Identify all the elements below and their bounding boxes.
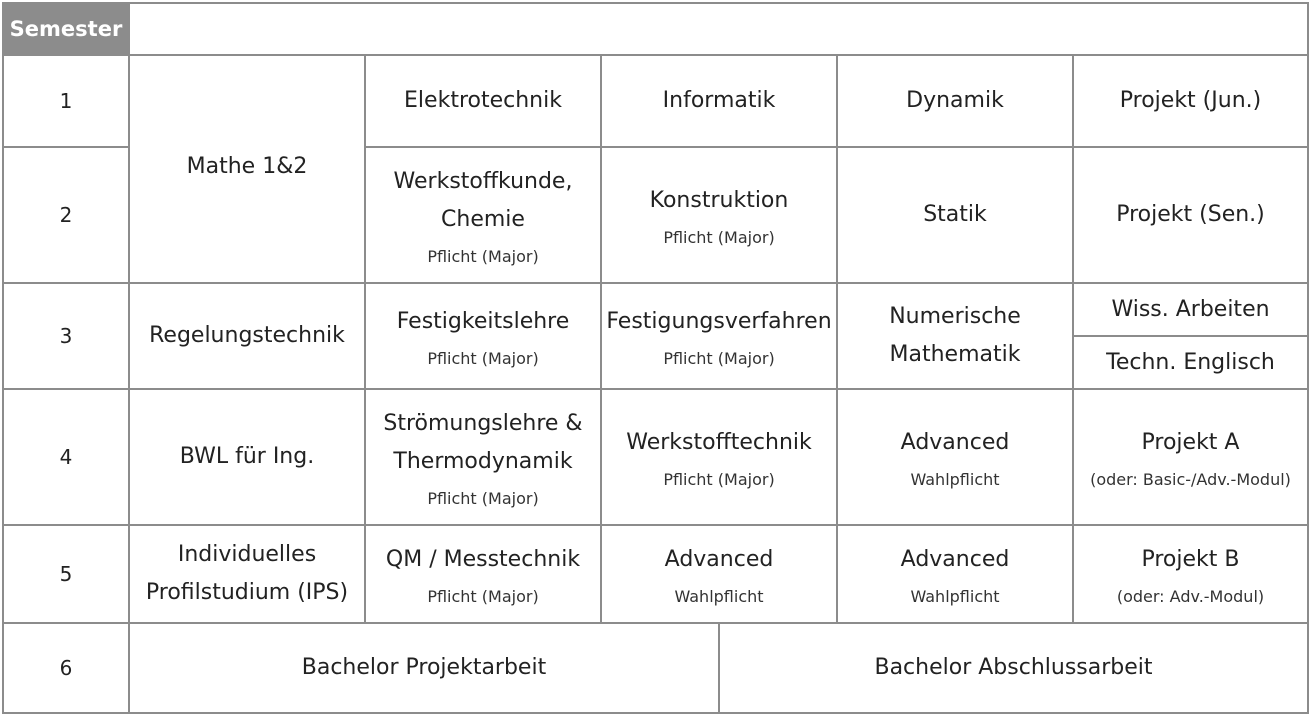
module-tag: Wahlpflicht [910,470,1000,489]
module-title: Techn. Englisch [1106,349,1275,375]
module-title: Dynamik [906,88,1004,113]
module-techn-englisch [1072,335,1309,390]
module-numerische-mathematik [836,282,1074,390]
module-note: (oder: Basic-/Adv.-Modul) [1090,470,1291,489]
semester-number: 2 [59,203,73,227]
module-projekt-b [1072,524,1309,624]
semester-header-label: Semester [9,17,123,41]
semester-2 [2,146,130,284]
module-note: (oder: Adv.-Modul) [1116,587,1265,606]
module-advanced-col5-sem4 [836,388,1074,526]
module-bwl [128,388,366,526]
module-title: Projekt A [1141,430,1240,455]
module-mathe [128,54,366,284]
semester-3 [2,282,130,390]
module-title-line2: Chemie [441,207,525,232]
module-title-line2: Mathematik [889,342,1021,367]
semester-4 [2,388,130,526]
module-tag: Wahlpflicht [674,587,764,606]
module-regelungstechnik [128,282,366,390]
module-title-line1: Werkstoffkunde, [393,169,573,194]
module-advanced-col4 [600,524,838,624]
module-stroemungslehre [364,388,602,526]
module-title: Projekt (Jun.) [1119,88,1262,113]
semester-number: 4 [59,445,73,469]
module-konstruktion [600,146,838,284]
semester-number: 6 [59,656,73,680]
module-tag: Wahlpflicht [910,587,1000,606]
module-title: Festigkeitslehre [396,309,570,334]
module-werkstofftechnik [600,388,838,526]
module-title: Advanced [664,547,774,572]
module-title: Elektrotechnik [404,88,562,113]
module-title: Informatik [662,88,776,113]
module-title-line2: Thermodynamik [393,449,573,474]
semester-number: 3 [59,324,73,348]
module-qm [364,524,602,624]
module-ips [128,524,366,624]
module-title: Statik [923,202,987,227]
module-title: Werkstofftechnik [626,430,812,455]
header-blank [128,2,1309,56]
module-projekt-sen [1072,146,1309,284]
module-title-line1: Individuelles [177,542,317,567]
module-title: QM / Messtechnik [385,547,581,572]
module-title: Bachelor Projektarbeit [301,655,547,680]
module-title: Mathe 1&2 [186,154,308,179]
module-title: Wiss. Arbeiten [1111,296,1270,322]
module-festigungsverfahren [600,282,838,390]
semester-6 [2,622,130,714]
module-title: Regelungstechnik [149,323,345,348]
module-werkstoffkunde [364,146,602,284]
module-title-line2: Profilstudium (IPS) [145,580,349,605]
module-tag: Pflicht (Major) [427,349,539,368]
module-bachelor-projektarbeit [128,622,720,714]
module-dynamik [836,54,1074,148]
module-title: Bachelor Abschlussarbeit [874,655,1153,680]
semester-number: 5 [59,562,73,586]
module-title-line1: Strömungslehre & [383,411,583,436]
module-tag: Pflicht (Major) [663,349,775,368]
module-tag: Pflicht (Major) [427,587,539,606]
module-tag: Pflicht (Major) [427,489,539,508]
semester-1 [2,54,130,148]
module-title: BWL für Ing. [179,444,315,469]
module-title: Festigungsverfahren [606,309,832,334]
module-tag: Pflicht (Major) [663,470,775,489]
module-elektrotechnik [364,54,602,148]
module-tag: Pflicht (Major) [427,247,539,266]
module-projekt-jun [1072,54,1309,148]
module-informatik [600,54,838,148]
semester-header [2,2,130,56]
semester-5 [2,524,130,624]
semester-number: 1 [59,89,73,113]
module-statik [836,146,1074,284]
module-advanced-col5-sem5 [836,524,1074,624]
module-title: Projekt B [1141,547,1240,572]
module-title: Advanced [900,547,1010,572]
module-title: Advanced [900,430,1010,455]
module-projekt-a [1072,388,1309,526]
module-title: Konstruktion [649,188,789,213]
module-tag: Pflicht (Major) [663,228,775,247]
module-bachelor-abschlussarbeit [718,622,1309,714]
module-festigkeitslehre [364,282,602,390]
module-wiss-arbeiten [1072,282,1309,337]
module-title: Projekt (Sen.) [1116,202,1265,227]
module-title-line1: Numerische [889,304,1021,329]
